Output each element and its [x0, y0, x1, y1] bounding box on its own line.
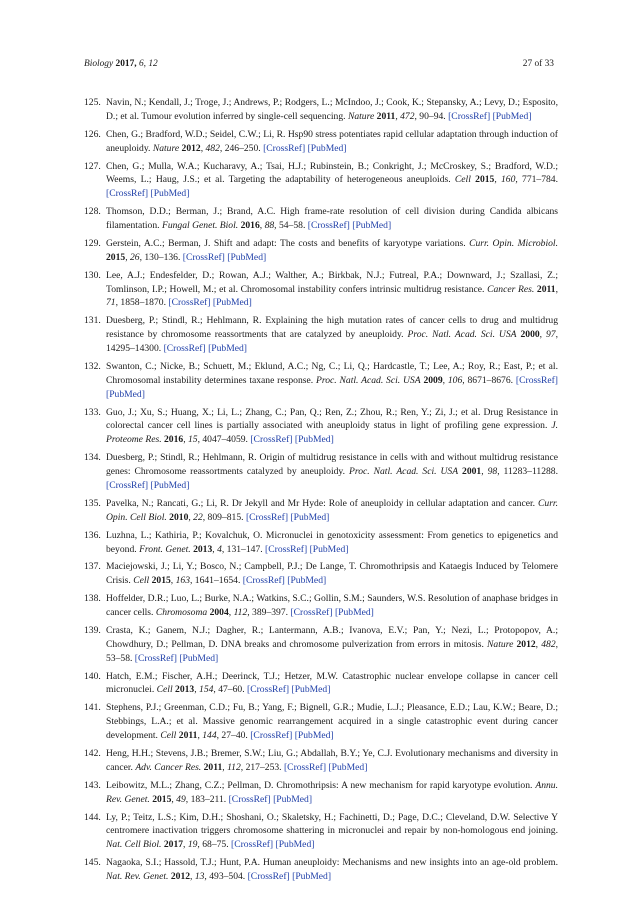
- reference-number: 126.: [84, 128, 101, 140]
- reference-year: 2017: [163, 839, 184, 851]
- reference-year: 2013: [193, 543, 213, 555]
- pubmed-link[interactable]: [PubMed]: [179, 652, 219, 664]
- reference-item: [84, 269, 558, 311]
- crossref-link[interactable]: [CrossRef]: [134, 652, 177, 664]
- reference-authors-title: Hatch, E.M.; Fischer, A.H.; Deerinck, T.J.; Hetzer, M.W. Catastrophic nuclear envelope collapse in cancer cell micronuclei.: [106, 670, 558, 696]
- pubmed-link[interactable]: [PubMed]: [309, 543, 349, 555]
- reference-item: [84, 406, 558, 448]
- reference-number: 139.: [84, 625, 101, 636]
- reference-authors-title: Stephens, P.J.; Greenman, C.D.; Fu, B.; Yang, F.; Bignell, G.R.; Mudie, L.J.; Pleasance, E.D.; Lau, K.W.; Beare, D.; Stebbings, L.A.; et al. Massive genomic rearrangement acquired in a single catastrophic event during cancer development.: [106, 702, 558, 742]
- pubmed-link[interactable]: [PubMed]: [150, 188, 190, 200]
- reference-pages: , 14295–14300.: [106, 329, 558, 355]
- reference-number: 143.: [84, 779, 101, 791]
- reference-year: 2011: [203, 761, 223, 773]
- reference-volume: 15: [187, 434, 198, 446]
- pubmed-link[interactable]: [PubMed]: [291, 684, 331, 696]
- reference-item: [84, 96, 558, 124]
- reference-number: 128.: [84, 206, 101, 218]
- reference-text: Duesberg, P.; Stindl, R.; Hehlmann, R. Origin of multidrug resistance in cells with and without multidrug resistance genes: Chromosome reassortments catalyzed by aneuploidy. Proc. Natl. Acad. Sci. USA 2001, 98, 11283–11288. [CrossRef] [PubMed]: [106, 452, 558, 491]
- reference-authors-title: Chen, G.; Bradford, W.D.; Seidel, C.W.; Li, R. Hsp90 stress potentiates rapid cellular adaptation through induction of aneuploidy.: [106, 128, 558, 154]
- reference-number: 136.: [84, 529, 101, 541]
- crossref-link[interactable]: [CrossRef]: [247, 871, 290, 883]
- reference-number: 133.: [84, 406, 101, 418]
- reference-authors-title: Guo, J.; Xu, S.; Huang, X.; Li, L.; Zhang, C.; Pan, Q.; Ren, Z.; Zhou, R.; Ren, Y.; Zi, J.; et al. Drug Resistance in colorectal cancer cell lines is partially associated with aneuploidy status in light of profiling gene expression.: [106, 406, 558, 432]
- crossref-link[interactable]: [CrossRef]: [247, 684, 290, 696]
- reference-text: Gerstein, A.C.; Berman, J. Shift and adapt: The costs and benefits of karyotype variations. Curr. Opin. Microbiol. 2015, 26, 130–136. [CrossRef] [PubMed]: [106, 237, 558, 263]
- reference-year: 2011: [376, 110, 396, 122]
- pubmed-link[interactable]: [PubMed]: [106, 388, 145, 400]
- reference-text: Chen, G.; Mulla, W.A.; Kucharavy, A.; Tsai, H.J.; Rubinstein, B.; Conkright, J.; McCroskey, S.; Bradford, W.D.; Weems, L.; Haug, J.S.; et al. Targeting the adaptability of heterogeneous aneuploids. Cell 2015, 160, 771–784. [CrossRef] [PubMed]: [106, 160, 558, 200]
- reference-text: Leibowitz, M.L.; Zhang, C.Z.; Pellman, D. Chromothripsis: A new mechanism for rapid karyotype evolution. Annu. Rev. Genet. 2015, 49, 183–211. [CrossRef] [PubMed]: [106, 779, 558, 805]
- reference-item: [84, 314, 558, 356]
- crossref-link[interactable]: [CrossRef]: [265, 543, 308, 555]
- reference-text: Ly, P.; Teitz, L.S.; Kim, D.H.; Shoshani, O.; Skaletsky, H.; Fachinetti, D.; Page, D.C.; Cleveland, D.W. Selective Y centromere inactivation triggers chromosome shattering in micronuclei and repair by non-homologous end joining. Nat. Cell Biol. 2017, 19, 68–75. [CrossRef] [PubMed]: [106, 811, 558, 851]
- reference-year: 2015: [106, 251, 126, 263]
- reference-text: Thomson, D.D.; Berman, J.; Brand, A.C. High frame-rate resolution of cell division during Candida albicans filamentation. Fungal Genet. Biol. 2016, 88, 54–58. [CrossRef] [PubMed]: [106, 206, 558, 232]
- crossref-link[interactable]: [CrossRef]: [228, 793, 271, 805]
- reference-volume: 144: [202, 730, 217, 742]
- reference-journal: Adv. Cancer Res.: [135, 761, 202, 773]
- reference-authors-title: Gerstein, A.C.; Berman, J. Shift and adapt: The costs and benefits of karyotype variations.: [106, 237, 466, 249]
- crossref-link[interactable]: [CrossRef]: [231, 839, 274, 851]
- reference-year: 2010: [169, 511, 189, 523]
- pubmed-link[interactable]: [PubMed]: [492, 110, 532, 122]
- reference-pages: , 130–136.: [139, 251, 181, 263]
- reference-journal: J. Proteome Res.: [106, 420, 558, 446]
- reference-volume: 4: [217, 543, 222, 555]
- reference-volume: 154: [199, 684, 214, 696]
- crossref-link[interactable]: [CrossRef]: [242, 575, 285, 587]
- reference-number: 130.: [84, 269, 101, 281]
- reference-pages: , 246–250.: [219, 142, 261, 154]
- reference-volume: 163: [175, 575, 190, 587]
- reference-item: [84, 670, 558, 698]
- pubmed-link[interactable]: [PubMed]: [352, 220, 392, 232]
- reference-pages: , 68–75.: [197, 839, 229, 851]
- reference-volume: 13: [194, 871, 205, 883]
- reference-item: [84, 529, 558, 557]
- reference-journal: Nature: [152, 142, 180, 154]
- reference-number: 138.: [84, 593, 101, 605]
- reference-item: [84, 701, 558, 743]
- reference-pages: , 183–211.: [185, 793, 227, 805]
- reference-authors-title: Swanton, C.; Nicke, B.; Schuett, M.; Eklund, A.C.; Ng, C.; Li, Q.; Hardcastle, T.; Lee, A.; Roy, R.; East, P.; et al. Chromosomal instability determines taxane response.: [106, 361, 558, 386]
- reference-journal: Nature: [347, 110, 375, 122]
- reference-year: 2009: [423, 374, 443, 386]
- reference-pages: , 131–147.: [221, 543, 263, 555]
- reference-text: Duesberg, P.; Stindl, R.; Hehlmann, R. Explaining the high mutation rates of cancer cells to drug and multidrug resistance by chromosome reassortments that are catalyzed by aneuploidy. Proc. Natl. Acad. Sci. USA 2000, 97, 14295–14300. [CrossRef] [PubMed]: [106, 315, 558, 355]
- reference-year: 2015: [475, 174, 495, 186]
- reference-year: 2001: [462, 466, 482, 478]
- reference-item: [84, 497, 558, 525]
- reference-year: 2012: [181, 142, 201, 154]
- pubmed-link[interactable]: [PubMed]: [294, 434, 334, 446]
- reference-journal: Cell: [160, 730, 177, 742]
- reference-journal: Curr. Opin. Cell Biol.: [106, 497, 558, 523]
- reference-text: Swanton, C.; Nicke, B.; Schuett, M.; Eklund, A.C.; Ng, C.; Li, Q.; Hardcastle, T.; Lee, A.; Roy, R.; East, P.; et al. Chromosomal instability determines taxane response. Proc. Natl. Acad. Sci. USA 2009, 106, 8671–8676. [CrossRef] [PubMed]: [106, 361, 559, 400]
- reference-item: [84, 128, 558, 156]
- reference-authors-title: Maciejowski, J.; Li, Y.; Bosco, N.; Campbell, P.J.; De Lange, T. Chromothripsis and Kataegis Induced by Telomere Crisis.: [106, 561, 558, 587]
- reference-volume: 112: [227, 761, 241, 773]
- reference-text: Crasta, K.; Ganem, N.J.; Dagher, R.; Lantermann, A.B.; Ivanova, E.V.; Pan, Y.; Nezi, L.; Protopopov, A.; Chowdhury, D.; Pellman, D. DNA breaks and chromosome pulverization from errors in mitosis. Nature 2012, 482, 53–58. [CrossRef] [PubMed]: [106, 625, 559, 664]
- reference-item: [84, 811, 558, 853]
- reference-pages: , 1858–1870.: [115, 297, 166, 309]
- reference-authors-title: Ly, P.; Teitz, L.S.; Kim, D.H.; Shoshani, O.; Skaletsky, H.; Fachinetti, D.; Page, D.C.; Cleveland, D.W. Selective Y centromere inactivation triggers chromosome shattering in micronuclei and repair by non-homologous end joining.: [106, 811, 558, 837]
- reference-pages: , 389–397.: [247, 607, 289, 619]
- journal-citation: Biology 2017, 6, 12: [84, 59, 158, 69]
- reference-authors-title: Duesberg, P.; Stindl, R.; Hehlmann, R. Explaining the high mutation rates of cancer cells to drug and multidrug resistance by chromosome reassortments that are catalyzed by aneuploidy.: [106, 315, 558, 341]
- reference-year: 2016: [240, 220, 260, 232]
- pubmed-link[interactable]: [PubMed]: [275, 839, 315, 851]
- crossref-link[interactable]: [CrossRef]: [290, 607, 333, 619]
- reference-journal: Nature: [487, 638, 514, 650]
- reference-volume: 26: [129, 251, 140, 263]
- reference-number: 141.: [84, 702, 101, 714]
- reference-text: Pavelka, N.; Rancati, G.; Li, R. Dr Jekyll and Mr Hyde: Role of aneuploidy in cellular adaptation and cancer. Curr. Opin. Cell Biol. 2010, 22, 809–815. [CrossRef] [PubMed]: [106, 497, 558, 523]
- reference-year: 2011: [178, 730, 198, 742]
- reference-item: [84, 779, 558, 807]
- page-header: [84, 59, 554, 73]
- reference-pages: , 8671–8676.: [462, 374, 514, 386]
- reference-year: 2015: [152, 793, 172, 805]
- pubmed-link[interactable]: [PubMed]: [294, 730, 334, 742]
- reference-year: 2013: [175, 684, 195, 696]
- reference-number: 144.: [84, 811, 101, 823]
- crossref-link[interactable]: [CrossRef]: [163, 343, 206, 355]
- reference-item: [84, 160, 558, 202]
- crossref-link[interactable]: [CrossRef]: [263, 142, 306, 154]
- reference-volume: 49: [176, 793, 186, 805]
- reference-text: Heng, H.H.; Stevens, J.B.; Bremer, S.W.; Liu, G.; Abdallah, B.Y.; Ye, C.J. Evolutionary mechanisms and diversity in cancer. Adv. Cancer Res. 2011, 112, 217–253. [CrossRef] [PubMed]: [106, 748, 558, 773]
- reference-authors-title: Luzhna, L.; Kathiria, P.; Kovalchuk, O. Micronuclei in genotoxicity assessment: From genetics to epigenetics and beyond.: [106, 529, 558, 555]
- reference-pages: , 809–815.: [202, 511, 244, 523]
- reference-volume: 22: [193, 511, 203, 523]
- pubmed-link[interactable]: [PubMed]: [334, 607, 374, 619]
- reference-authors-title: Lee, A.J.; Endesfelder, D.; Rowan, A.J.; Walther, A.; Birkbak, N.J.; Futreal, P.A.; Downward, J.; Szallasi, Z.; Tomlinson, I.P.; Howell, M.; et al. Chromosomal instability confers intrinsic multidrug resistance.: [106, 269, 558, 295]
- crossref-link[interactable]: [CrossRef]: [106, 188, 149, 200]
- reference-volume: 88: [264, 220, 275, 232]
- crossref-link[interactable]: [CrossRef]: [515, 374, 559, 386]
- reference-number: 125.: [84, 97, 101, 108]
- reference-journal: Cell: [454, 174, 471, 186]
- reference-pages: , 90–94.: [414, 110, 446, 122]
- reference-text: Navin, N.; Kendall, J.; Troge, J.; Andrews, P.; Rodgers, L.; McIndoo, J.; Cook, K.; Stepansky, A.; Levy, D.; Esposito, D.; et al. Tumour evolution inferred by single-cell sequencing. Nature 2011, 472, 90–94. [CrossRef] [PubMed]: [106, 97, 558, 122]
- pubmed-link[interactable]: [PubMed]: [273, 793, 313, 805]
- reference-journal: Nat. Cell Biol.: [106, 839, 162, 851]
- reference-authors-title: Leibowitz, M.L.; Zhang, C.Z.; Pellman, D. Chromothripsis: A new mechanism for rapid karyotype evolution.: [106, 779, 533, 791]
- reference-volume: 71: [106, 297, 116, 309]
- pubmed-link[interactable]: [PubMed]: [227, 251, 267, 263]
- reference-number: 129.: [84, 237, 101, 249]
- reference-year: 2000: [520, 329, 540, 341]
- reference-year: 2016: [164, 434, 184, 446]
- pubmed-link[interactable]: [PubMed]: [290, 511, 330, 523]
- reference-authors-title: Thomson, D.D.; Berman, J.; Brand, A.C. High frame-rate resolution of cell division during Candida albicans filamentation.: [106, 206, 558, 232]
- reference-volume: 482: [541, 638, 556, 650]
- reference-journal: Front. Genet.: [139, 543, 191, 555]
- reference-text: Chen, G.; Bradford, W.D.; Seidel, C.W.; Li, R. Hsp90 stress potentiates rapid cellular adaptation through induction of aneuploidy. Nature 2012, 482, 246–250. [CrossRef] [PubMed]: [106, 128, 558, 154]
- reference-text: Lee, A.J.; Endesfelder, D.; Rowan, A.J.; Walther, A.; Birkbak, N.J.; Futreal, P.A.; Downward, J.; Szallasi, Z.; Tomlinson, I.P.; Howell, M.; et al. Chromosomal instability confers intrinsic multidrug resistance. Cancer Res. 2011, 71, 1858–1870. [CrossRef] [PubMed]: [106, 269, 558, 309]
- page-number: 27 of 33: [522, 59, 554, 69]
- reference-authors-title: Chen, G.; Mulla, W.A.; Kucharavy, A.; Tsai, H.J.; Rubinstein, B.; Conkright, J.; McCroskey, S.; Bradford, W.D.; Weems, L.; Haug, J.S.; et al. Targeting the adaptability of heterogeneous aneuploids.: [106, 160, 558, 186]
- pubmed-link[interactable]: [PubMed]: [287, 575, 327, 587]
- reference-item: [84, 360, 558, 402]
- reference-pages: , 771–784.: [515, 174, 558, 186]
- reference-number: 127.: [84, 160, 101, 172]
- reference-journal: Proc. Natl. Acad. Sci. USA: [348, 466, 459, 478]
- reference-list: [84, 96, 558, 888]
- reference-authors-title: Nagaoka, S.I.; Hassold, T.J.; Hunt, P.A. Human aneuploidy: Mechanisms and new insights into an age-old problem.: [106, 857, 558, 869]
- reference-text: Luzhna, L.; Kathiria, P.; Kovalchuk, O. Micronuclei in genotoxicity assessment: From genetics to epigenetics and beyond. Front. Genet. 2013, 4, 131–147. [CrossRef] [PubMed]: [106, 529, 558, 555]
- reference-text: Guo, J.; Xu, S.; Huang, X.; Li, L.; Zhang, C.; Pan, Q.; Ren, Z.; Zhou, R.; Ren, Y.; Zi, J.; et al. Drug Resistance in colorectal cancer cell lines is partially associated with aneuploidy status in light of profiling gene expression. J. Proteome Res. 2016, 15, 4047–4059. [CrossRef] [PubMed]: [106, 406, 558, 446]
- reference-authors-title: Navin, N.; Kendall, J.; Troge, J.; Andrews, P.; Rodgers, L.; McIndoo, J.; Cook, K.; Stepansky, A.; Levy, D.; Esposito, D.; et al. Tumour evolution inferred by single-cell sequencing.: [106, 97, 558, 122]
- pubmed-link[interactable]: [PubMed]: [150, 479, 190, 491]
- reference-number: 140.: [84, 670, 101, 682]
- reference-item: [84, 560, 558, 588]
- reference-journal: Fungal Genet. Biol.: [161, 220, 239, 232]
- reference-pages: , 27–40.: [216, 730, 248, 742]
- reference-authors-title: Duesberg, P.; Stindl, R.; Hehlmann, R. Origin of multidrug resistance in cells with and without multidrug resistance genes: Chromosome reassortments catalyzed by aneuploidy.: [106, 452, 558, 478]
- reference-item: [84, 592, 558, 620]
- reference-pages: , 11283–11288.: [497, 466, 558, 478]
- pubmed-link[interactable]: [PubMed]: [307, 142, 347, 154]
- crossref-link[interactable]: [CrossRef]: [168, 297, 211, 309]
- crossref-link[interactable]: [CrossRef]: [250, 434, 293, 446]
- reference-item: [84, 451, 558, 493]
- reference-volume: 98: [487, 466, 498, 478]
- reference-journal: Nat. Rev. Genet.: [106, 871, 169, 883]
- reference-authors-title: Crasta, K.; Ganem, N.J.; Dagher, R.; Lantermann, A.B.; Ivanova, E.V.; Pan, Y.; Nezi, L.; Protopopov, A.; Chowdhury, D.; Pellman, D. DNA breaks and chromosome pulverization from errors in mitosis.: [106, 625, 558, 650]
- reference-journal: Proc. Natl. Acad. Sci. USA: [407, 329, 517, 341]
- reference-pages: , 217–253.: [240, 761, 282, 773]
- pubmed-link[interactable]: [PubMed]: [212, 297, 252, 309]
- reference-pages: , 1641–1654.: [189, 575, 241, 587]
- reference-volume: 160: [500, 174, 516, 186]
- reference-item: [84, 205, 558, 233]
- reference-pages: , 47–60.: [213, 684, 245, 696]
- reference-volume: 112: [233, 607, 248, 619]
- reference-pages: , 4047–4059.: [197, 434, 248, 446]
- reference-journal: Annu. Rev. Genet.: [106, 779, 558, 805]
- crossref-link[interactable]: [CrossRef]: [106, 479, 149, 491]
- reference-journal: Chromosoma: [155, 607, 208, 619]
- reference-text: Stephens, P.J.; Greenman, C.D.; Fu, B.; Yang, F.; Bignell, G.R.; Mudie, L.J.; Pleasance, E.D.; Lau, K.W.; Beare, D.; Stebbings, L.A.; et al. Massive genomic rearrangement acquired in a single catastrophic event during cancer development. Cell 2011, 144, 27–40. [CrossRef] [PubMed]: [106, 702, 558, 742]
- crossref-link[interactable]: [CrossRef]: [448, 110, 491, 122]
- reference-text: Maciejowski, J.; Li, Y.; Bosco, N.; Campbell, P.J.; De Lange, T. Chromothripsis and Kataegis Induced by Telomere Crisis. Cell 2015, 163, 1641–1654. [CrossRef] [PubMed]: [106, 561, 558, 587]
- reference-number: 135.: [84, 497, 101, 509]
- reference-item: [84, 237, 558, 265]
- reference-volume: 106: [447, 374, 463, 386]
- reference-year: 2012: [516, 638, 536, 650]
- reference-text: Nagaoka, S.I.; Hassold, T.J.; Hunt, P.A. Human aneuploidy: Mechanisms and new insights into an age-old problem. Nat. Rev. Genet. 2012, 13, 493–504. [CrossRef] [PubMed]: [106, 857, 558, 883]
- crossref-link[interactable]: [CrossRef]: [245, 511, 289, 523]
- reference-item: [84, 747, 558, 775]
- reference-number: 142.: [84, 748, 101, 760]
- crossref-link[interactable]: [CrossRef]: [307, 220, 350, 232]
- reference-pages: , 53–58.: [106, 638, 559, 664]
- reference-pages: , 54–58.: [274, 220, 306, 232]
- reference-year: 2011: [536, 283, 556, 295]
- reference-authors-title: Heng, H.H.; Stevens, J.B.; Bremer, S.W.; Liu, G.; Abdallah, B.Y.; Ye, C.J. Evolutionary mechanisms and diversity in cancer.: [106, 748, 558, 773]
- crossref-link[interactable]: [CrossRef]: [182, 251, 225, 263]
- reference-journal: Cell: [156, 684, 173, 696]
- reference-volume: 482: [205, 142, 220, 154]
- reference-pages: , 493–504.: [204, 871, 246, 883]
- reference-text: Hoffelder, D.R.; Luo, L.; Burke, N.A.; Watkins, S.C.; Gollin, S.M.; Saunders, W.S. Resolution of anaphase bridges in cancer cells. Chromosoma 2004, 112, 389–397. [CrossRef] [PubMed]: [106, 593, 558, 619]
- reference-year: 2004: [209, 607, 229, 619]
- pubmed-link[interactable]: [PubMed]: [328, 761, 368, 773]
- reference-journal: Cell: [133, 575, 150, 587]
- reference-number: 145.: [84, 857, 101, 869]
- reference-number: 137.: [84, 561, 101, 573]
- pubmed-link[interactable]: [PubMed]: [292, 871, 332, 883]
- reference-year: 2012: [170, 871, 191, 883]
- reference-number: 132.: [84, 361, 101, 372]
- reference-authors-title: Hoffelder, D.R.; Luo, L.; Burke, N.A.; Watkins, S.C.; Gollin, S.M.; Saunders, W.S. Resolution of anaphase bridges in cancer cells.: [106, 593, 558, 619]
- reference-volume: 19: [187, 839, 198, 851]
- reference-item: [84, 624, 558, 666]
- reference-authors-title: Pavelka, N.; Rancati, G.; Li, R. Dr Jekyll and Mr Hyde: Role of aneuploidy in cellular adaptation and cancer.: [106, 497, 536, 509]
- reference-text: Hatch, E.M.; Fischer, A.H.; Deerinck, T.J.; Hetzer, M.W. Catastrophic nuclear envelope collapse in cancer cell micronuclei. Cell 2013, 154, 47–60. [CrossRef] [PubMed]: [106, 670, 558, 696]
- reference-number: 131.: [84, 315, 101, 327]
- reference-number: 134.: [84, 452, 101, 464]
- reference-journal: Cancer Res.: [487, 283, 535, 295]
- crossref-link[interactable]: [CrossRef]: [283, 761, 327, 773]
- reference-volume: 472: [400, 110, 415, 122]
- reference-item: [84, 856, 558, 884]
- reference-journal: Curr. Opin. Microbiol.: [469, 237, 558, 249]
- pubmed-link[interactable]: [PubMed]: [208, 343, 247, 355]
- reference-journal: Proc. Natl. Acad. Sci. USA: [316, 374, 421, 386]
- crossref-link[interactable]: [CrossRef]: [250, 730, 293, 742]
- reference-year: 2015: [151, 575, 171, 587]
- reference-volume: 97: [546, 329, 556, 341]
